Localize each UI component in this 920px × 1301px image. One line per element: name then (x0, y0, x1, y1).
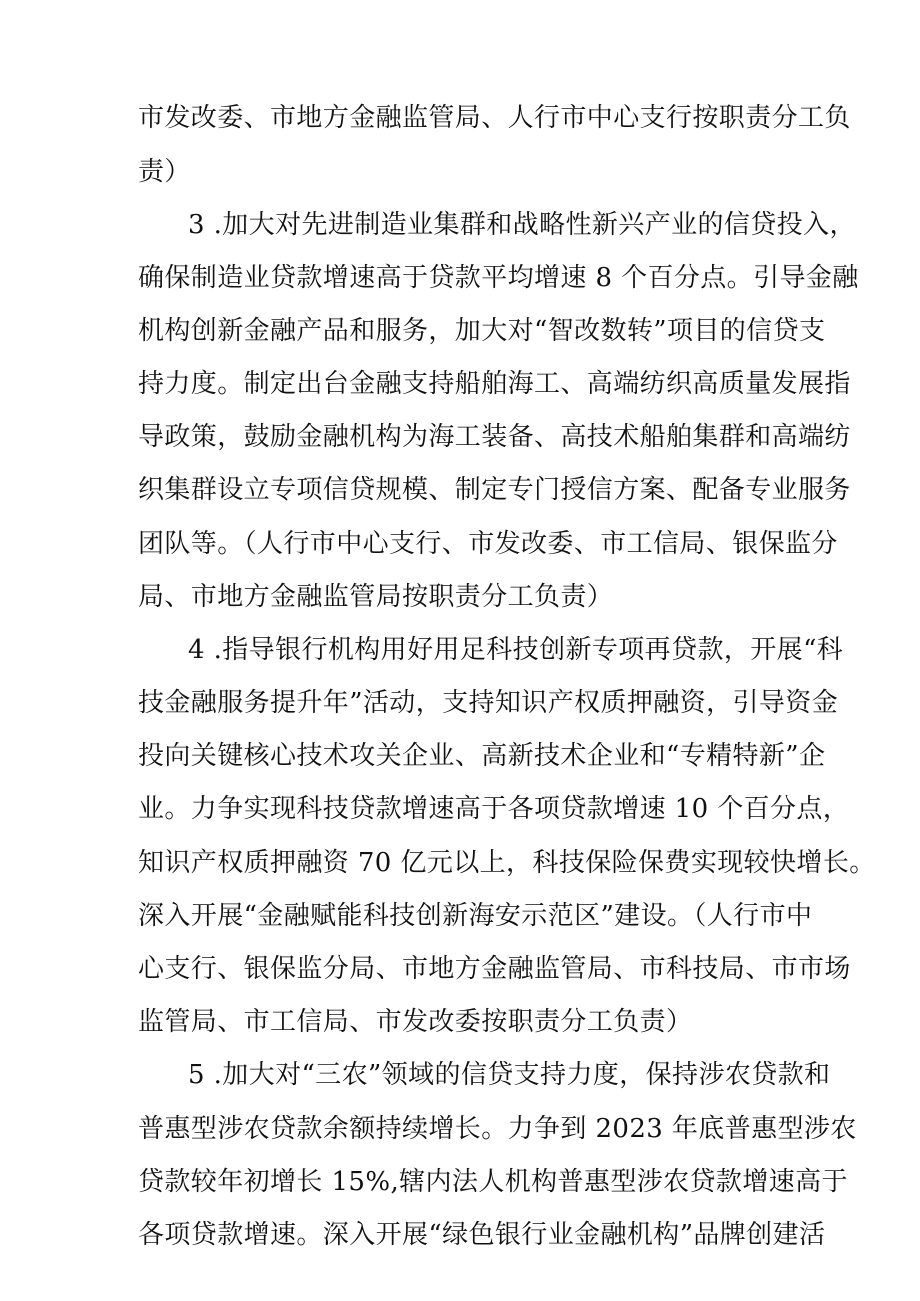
text-line-16: 深入开展“金融赋能科技创新海安示范区”建设。（人行市中 (138, 901, 813, 931)
text-line-10: 局、市地方金融监管局按职责分工负责） (138, 582, 614, 612)
paragraph-3-start: 3 .加大对先进制造业集群和战略性新兴产业的信贷投入， (188, 210, 856, 240)
text-line-20: 普惠型涉农贷款余额持续增长。力争到 2023 年底普惠型涉农 (138, 1114, 857, 1144)
text-line-15: 知识产权质押融资 70 亿元以上，科技保险保费实现较快增长。 (138, 848, 876, 878)
text-line-12: 技金融服务提升年”活动，支持知识产权质押融资，引导资金 (138, 688, 839, 718)
text-line-4: 确保制造业贷款增速高于贷款平均增速 8 个百分点。引导金融 (138, 263, 859, 293)
text-line-9: 团队等。（人行市中心支行、市发改委、市工信局、银保监分 (138, 529, 838, 559)
text-line-18: 监管局、市工信局、市发改委按职责分工负责） (138, 1007, 693, 1037)
text-line-17: 心支行、银保监分局、市地方金融监管局、市科技局、市市场 (138, 954, 851, 984)
paragraph-5-start: 5 .加大对“三农”领域的信贷支持力度，保持涉农贷款和 (188, 1060, 831, 1090)
text-line-6: 持力度。制定出台金融支持船舶海工、高端纺织高质量发展指 (138, 369, 851, 399)
text-line-7: 导政策，鼓励金融机构为海工装备、高技术船舶集群和高端纺 (138, 422, 851, 452)
text-line-5: 机构创新金融产品和服务，加大对“智改数转”项目的信贷支 (138, 316, 826, 346)
paragraph-4-start: 4 .指导银行机构用好用足科技创新专项再贷款，开展“科 (188, 635, 844, 665)
text-line-8: 织集群设立专项信贷规模、制定专门授信方案、配备专业服务 (138, 475, 851, 505)
text-line-14: 业。力争实现科技贷款增速高于各项贷款增速 10 个百分点， (138, 794, 850, 824)
text-line-21: 贷款较年初增长 15%,辖内法人机构普惠型涉农贷款增速高于 (138, 1167, 848, 1197)
text-line-22: 各项贷款增速。深入开展“绿色银行业金融机构”品牌创建活 (138, 1220, 826, 1250)
text-line-13: 投向关键核心技术攻关企业、高新技术企业和“专精特新”企 (138, 741, 826, 771)
text-line-1: 市发改委、市地方金融监管局、人行市中心支行按职责分工负 (138, 103, 851, 133)
text-line-2: 责） (138, 157, 191, 187)
